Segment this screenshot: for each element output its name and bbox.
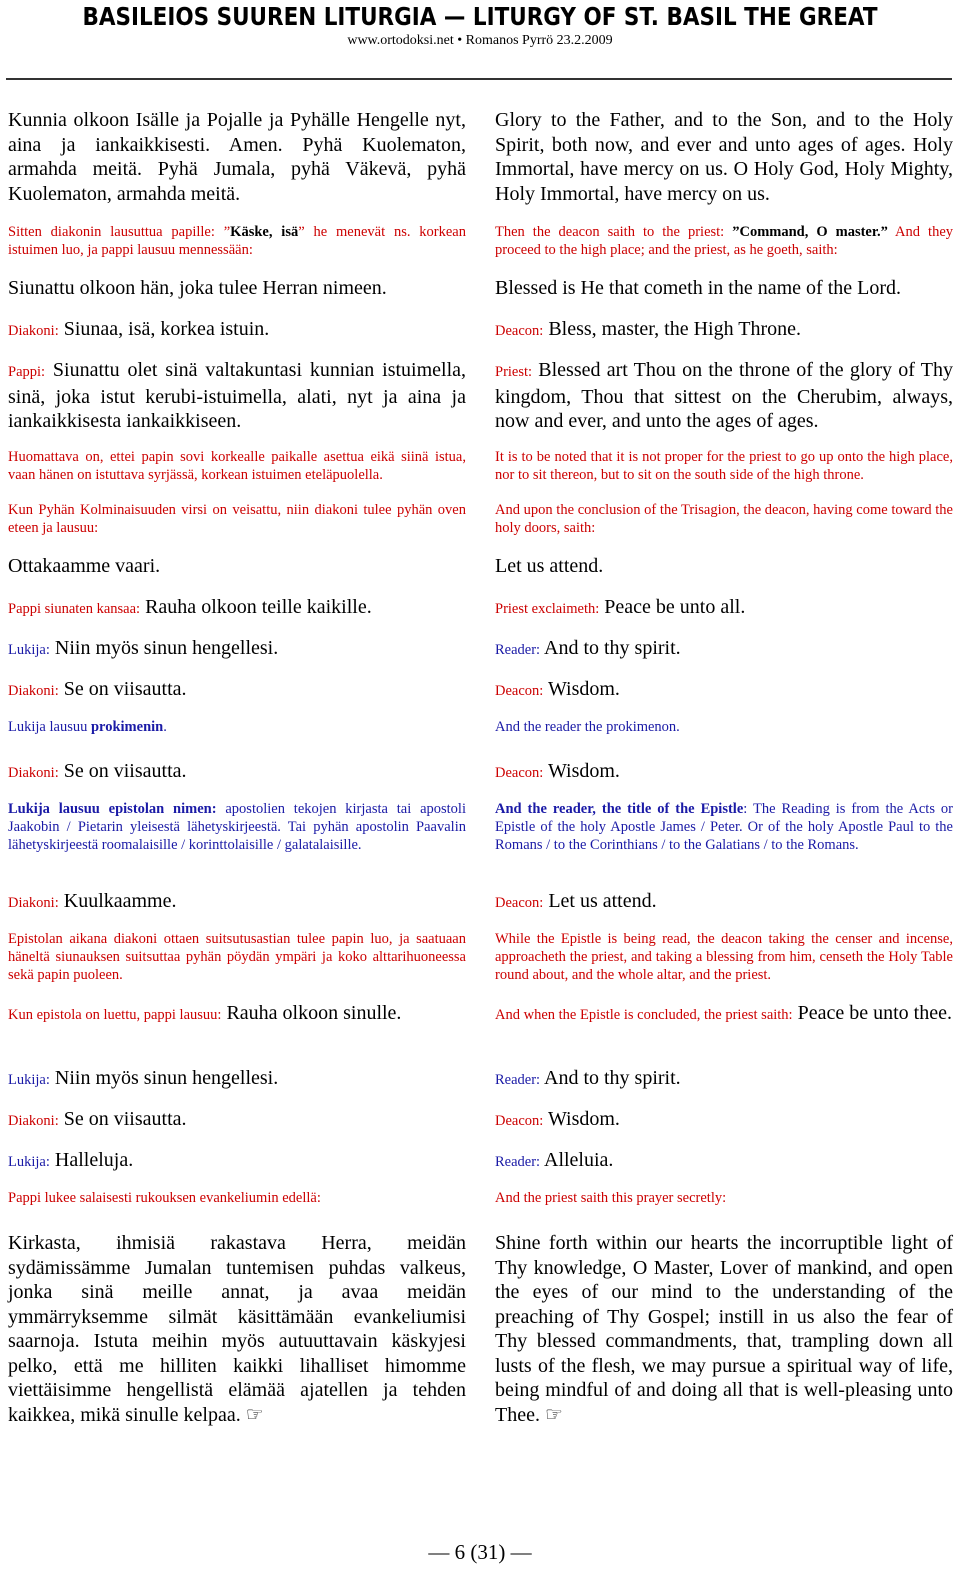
en-alleluia	[495, 1148, 953, 1175]
deacon-label: Deacon:	[495, 1113, 544, 1129]
priest-label: Pappi siunaten kansaa:	[8, 601, 141, 617]
priest-label: Kun epistola on luettu, pappi lausuu:	[8, 1007, 222, 1023]
en-peace-thee	[495, 1001, 953, 1028]
fi-rubric-note: Huomattava on, ettei papin sovi korkealle paikalle asettua eikä siinä istua, vaan hänen on istuttava syrjässä, korkean istuimen eteläpuolella.	[8, 449, 466, 483]
line-text: Siunattu olet sinä valtakuntasi kunnian istuimella, sinä, joka istut kerubi-istuimella, alati, nyt ja aina ja iankaikkisesta iankaikkiseen.	[8, 359, 467, 432]
fi-rubric-trisagion: Kun Pyhän Kolminaisuuden virsi on veisattu, niin diakoni tulee pyhän oven eteen ja lausuu:	[8, 502, 466, 536]
line-text: apostolien tekojen kirjasta tai apostoli Jaakobin / Pietarin yleisestä lähetyskirjeestä. Tai pyhän apostolin Paavalin lähetyskirjeestä roomalaisille / korinttolaisille / galatalaisille.	[8, 801, 466, 853]
reader-label: Lukija:	[8, 1154, 50, 1170]
en-deacon-wisdom-3	[495, 1107, 953, 1134]
fi-epistle-title	[8, 800, 466, 854]
deacon-label: Deacon:	[495, 323, 544, 339]
deacon-label: Diakoni:	[8, 765, 59, 781]
reader-label: Reader:	[495, 1154, 541, 1170]
en-rubric-text: Then the deacon saith to the priest:	[495, 224, 733, 240]
deacon-label: Deacon:	[495, 895, 544, 911]
priest-label: Pappi:	[8, 364, 46, 380]
fi-reader-line-2	[8, 1066, 466, 1093]
priest-label: Priest:	[495, 364, 533, 380]
priest-label: Priest exclaimeth:	[495, 601, 600, 617]
fi-gospel-prayer: Kirkasta, ihmisiä rakastava Herra, meidän sydämissämme Jumalan tuntemisen puhdas valkeus, jonka sinä meille annat, ja avaa meidän ymmärryksemme silmät käsittämään evankeliumisi saarnoja. Istuta meihin myös autuuttavain käskyjesi pelko, että me hilliten kaikki lihalliset himomme viettäisimme hengellistä elämää ajatellen ja tehden kaikkea, mikä sinulle kelpaa. ☞	[8, 1232, 466, 1426]
document-subtitle: www.ortodoksi.net • Romanos Pyrrö 23.2.2009	[347, 33, 613, 48]
fi-attend: Ottakaamme vaari.	[8, 555, 161, 577]
en-peace-line	[495, 595, 953, 622]
fi-deacon-wisdom-2	[8, 759, 466, 786]
priest-label: And when the Epistle is concluded, the priest saith:	[495, 1007, 793, 1023]
en-rubric-censer: While the Epistle is being read, the deacon taking the censer and incense, approacheth the priest, and taking a blessing from him, censeth the Holy Table round about, and the whole altar, and the priest.	[495, 931, 953, 983]
line-bold: prokimenin	[90, 719, 164, 735]
en-priest-line	[495, 358, 953, 434]
line-text: And to thy spirit.	[544, 1067, 681, 1089]
header-divider	[6, 78, 952, 80]
en-rubric-text: And they proceed to the high place; and the priest, as he goeth, saith:	[495, 224, 954, 258]
deacon-label: Diakoni:	[8, 895, 59, 911]
fi-deacon-wisdom-3	[8, 1107, 466, 1134]
fi-alleluia	[8, 1148, 466, 1175]
reader-label: Lukija:	[8, 1072, 50, 1088]
line-text: Let us attend.	[548, 890, 657, 912]
reader-label: Reader:	[495, 642, 541, 658]
line-text: Halleluja.	[54, 1149, 134, 1171]
fi-rubric-censer: Epistolan aikana diakoni ottaen suitsutusastian tulee papin luo, ja saatuaan häneltä siunauksen suitsuttaa pyhän pöydän ympäri ja koko alttarihuoneessa sekä papin puoleen.	[8, 931, 466, 983]
line-text: : The Reading is from the Acts or Epistle of the holy Apostle James / Peter. Or of the holy Apostle Paul to the Romans / to the Corinthians / to the Galatians / to the Romans.	[495, 801, 954, 853]
en-attend: Let us attend.	[495, 555, 604, 577]
fi-blessed: Siunattu olkoon hän, joka tulee Herran nimeen.	[8, 277, 387, 299]
deacon-label: Diakoni:	[8, 683, 59, 699]
fi-peace-line	[8, 595, 466, 622]
en-rubric-prayer: And the priest saith this prayer secretly:	[495, 1190, 727, 1206]
line-text: Rauha olkoon teille kaikille.	[145, 596, 372, 618]
fi-doxology: Kunnia olkoon Isälle ja Pojalle ja Pyhälle Hengelle nyt, aina ja iankaikkisesti. Amen. Pyhä Kuolematon, armahda meitä. Pyhä Jumala, pyhä Väkevä, pyhä Kuolematon, armahda meitä.	[8, 109, 466, 205]
fi-deacon-line	[8, 317, 466, 344]
en-deacon-wisdom	[495, 677, 953, 704]
en-rubric-command	[495, 223, 953, 259]
en-deacon-line	[495, 317, 953, 344]
line-text: Niin myös sinun hengellesi.	[54, 637, 279, 659]
page-number: — 6 (31) —	[428, 1540, 532, 1564]
fi-deacon-attend	[8, 889, 466, 916]
en-doxology: Glory to the Father, and to the Son, and to the Holy Spirit, both now, and ever and unto ages of ages. Holy Immortal, have mercy on us. O Holy God, Holy Mighty, Holy Immortal, have mercy on us.	[495, 109, 953, 205]
deacon-label: Diakoni:	[8, 323, 59, 339]
fi-reader-line	[8, 636, 466, 663]
fi-rubric-text: ” he menevät ns. korkean istuimen luo, ja pappi lausuu mennessään:	[8, 224, 466, 258]
line-bold: And the reader, the title of the Epistle	[495, 801, 744, 817]
line-text: Lukija lausuu	[8, 719, 91, 735]
deacon-label: Diakoni:	[8, 1113, 59, 1129]
en-rubric-note: It is to be noted that it is not proper for the priest to go up onto the high place, nor to sit thereon, but to sit on the south side of the high throne.	[495, 449, 953, 483]
fi-deacon-wisdom	[8, 677, 466, 704]
en-reader-line-2	[495, 1066, 953, 1093]
fi-rubric-bold: Käske, isä	[230, 224, 299, 240]
document-title: BASILEIOS SUUREN LITURGIA — LITURGY OF ST. BASIL THE GREAT	[82, 2, 878, 31]
line-text: Bless, master, the High Throne.	[548, 318, 801, 340]
line-text: Rauha olkoon sinulle.	[226, 1002, 402, 1024]
line-text: And to thy spirit.	[544, 637, 681, 659]
en-deacon-attend	[495, 889, 953, 916]
deacon-label: Deacon:	[495, 683, 544, 699]
line-text: Se on viisautta.	[63, 760, 187, 782]
reader-label: Reader:	[495, 1072, 541, 1088]
line-text: Kuulkaamme.	[63, 890, 177, 912]
en-deacon-wisdom-2	[495, 759, 953, 786]
line-bold: Lukija lausuu epistolan nimen:	[8, 801, 217, 817]
line-text: Alleluia.	[544, 1149, 614, 1171]
line-text: Wisdom.	[547, 678, 620, 700]
fi-priest-line	[8, 358, 466, 434]
line-text: Niin myös sinun hengellesi.	[54, 1067, 279, 1089]
fi-prokimenon	[8, 718, 466, 736]
page-header	[0, 0, 960, 49]
line-text: Peace be unto thee.	[797, 1002, 952, 1024]
en-gospel-prayer: Shine forth within our hearts the incorruptible light of Thy knowledge, O Master, Lover of mankind, and open the eyes of our mind to the understanding of the preaching of Thy Gospel; instill in us also the fear of Thy blessed commandments, that, trampling down all lusts of the flesh, we may pursue a spiritual way of life, being mindful of and doing all that is well-pleasing unto Thee. ☞	[495, 1232, 953, 1426]
fi-rubric-text: Sitten diakonin lausuttua papille: ”	[8, 224, 231, 240]
line-text: .	[163, 719, 167, 735]
en-reader-line	[495, 636, 953, 663]
fi-peace-thee	[8, 1001, 466, 1028]
en-rubric-bold: ”Command, O master.”	[732, 224, 888, 240]
fi-rubric-command	[8, 223, 466, 259]
line-text: Se on viisautta.	[63, 678, 187, 700]
fi-rubric-prayer: Pappi lukee salaisesti rukouksen evankeliumin edellä:	[8, 1190, 321, 1206]
line-text: Se on viisautta.	[63, 1108, 187, 1130]
line-text: Blessed art Thou on the throne of the glory of Thy kingdom, Thou that sittest on the Cherubim, always, now and ever, and unto the ages of ages.	[495, 359, 953, 432]
en-rubric-trisagion: And upon the conclusion of the Trisagion, the deacon, having come toward the holy doors, saith:	[495, 502, 953, 536]
line-text: Siunaa, isä, korkea istuin.	[63, 318, 270, 340]
line-text: Wisdom.	[547, 1108, 620, 1130]
line-text: Wisdom.	[547, 760, 620, 782]
en-blessed: Blessed is He that cometh in the name of the Lord.	[495, 277, 902, 299]
reader-label: Lukija:	[8, 642, 50, 658]
en-epistle-title	[495, 800, 953, 854]
deacon-label: Deacon:	[495, 765, 544, 781]
en-prokimenon: And the reader the prokimenon.	[495, 719, 680, 735]
line-text: Peace be unto all.	[604, 596, 746, 618]
